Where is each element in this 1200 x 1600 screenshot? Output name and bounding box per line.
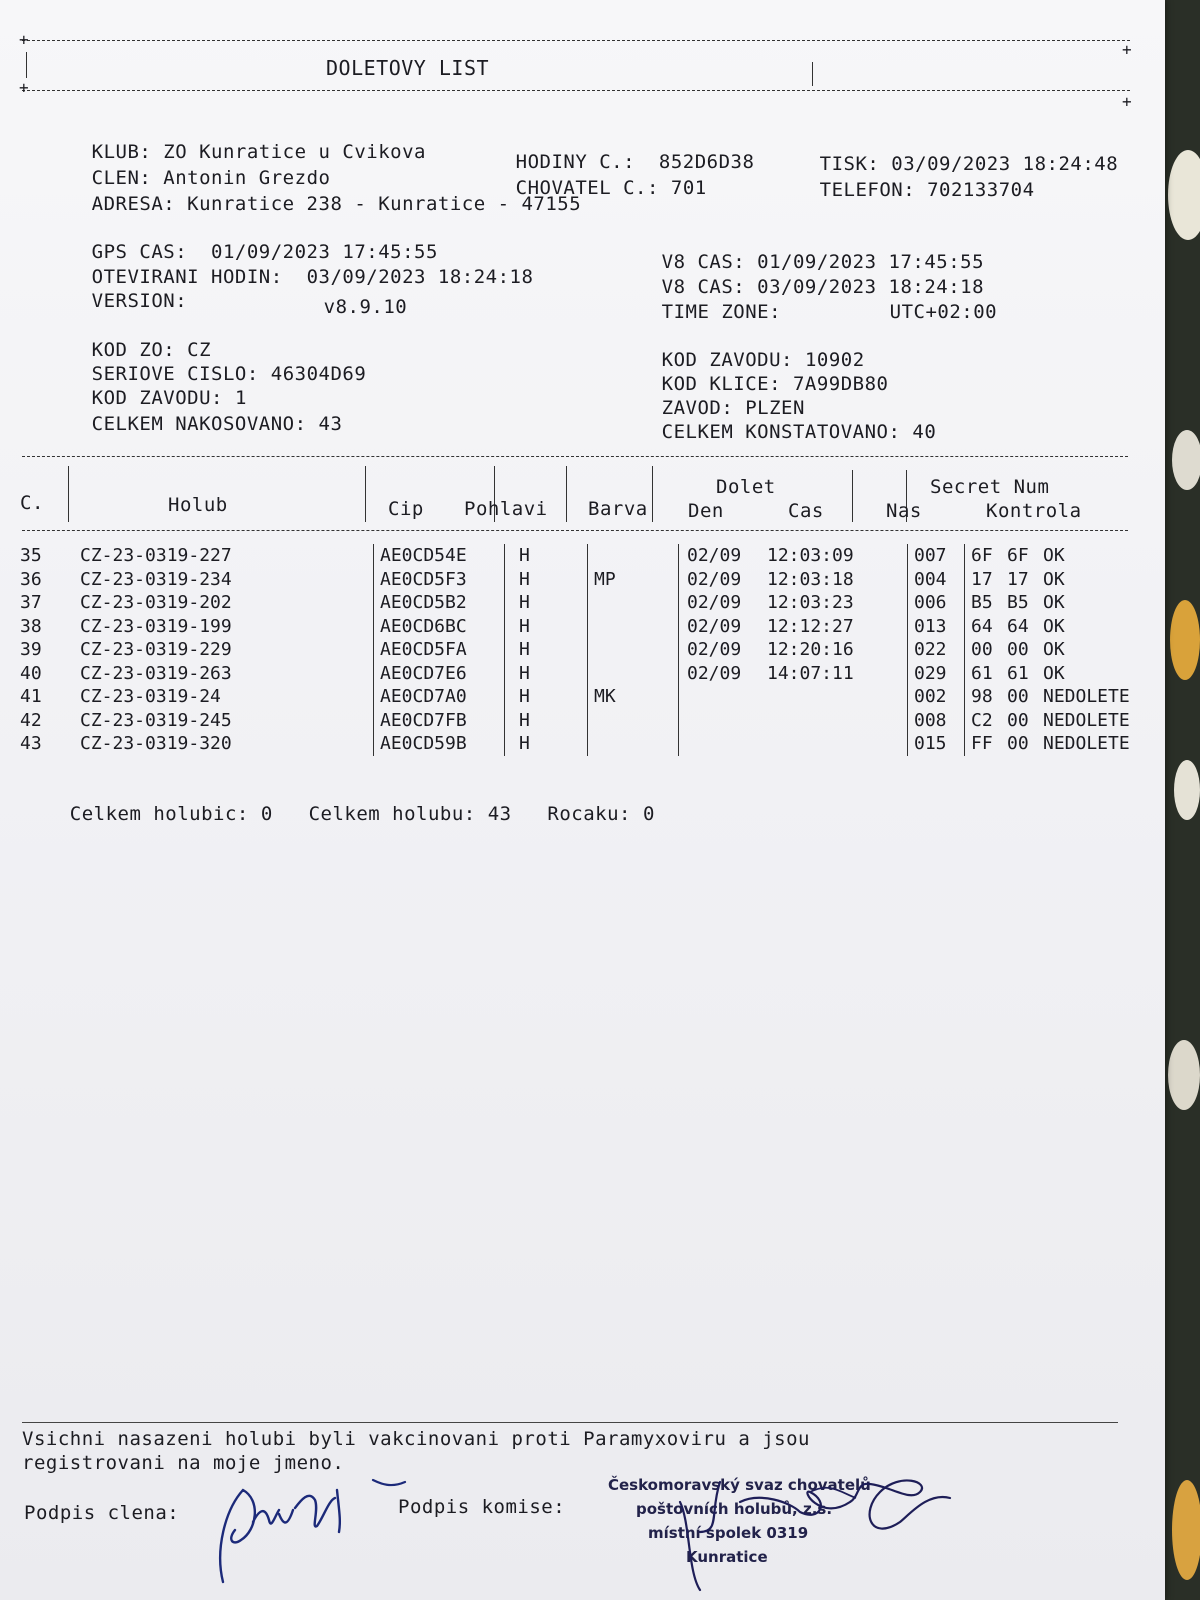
cell-secret-2: 61: [1007, 662, 1029, 684]
cell-nas: 007: [908, 544, 965, 568]
stamp-line-3: místní spolek 0319: [648, 1524, 809, 1542]
cell-check-status: OK: [1043, 615, 1065, 637]
cell-color: [588, 638, 679, 662]
cell-arrival-time: 12:03:18: [759, 568, 908, 592]
col-header-dolet: Dolet: [716, 476, 776, 498]
cell-arrival-date: 02/09: [687, 568, 742, 590]
vaccination-statement-line1: Vsichni nasazeni holubi byli vakcinovani proti Paramyxoviru a jsou: [22, 1428, 810, 1450]
col-header-kontrola: Kontrola: [986, 500, 1082, 522]
stamp-line-1: Českomoravský svaz chovatelů: [608, 1476, 871, 1494]
cell-nas: 004: [908, 568, 965, 592]
table-row: [20, 685, 1153, 709]
cell-row-number: 41: [20, 686, 42, 707]
version-label: VERSION:: [91, 290, 188, 312]
total-holubic-label: Celkem holubic:: [69, 803, 249, 825]
cell-ring-number: CZ-23-0319-263: [72, 662, 374, 686]
adresa-label: ADRESA:: [91, 193, 176, 215]
stamp-line-4: Kunratice: [686, 1548, 768, 1566]
cell-sex: H: [505, 615, 588, 639]
cell-secret-1: C2: [971, 709, 993, 731]
cell-nas: 008: [908, 709, 965, 733]
cell-arrival-date: 02/09: [687, 639, 742, 660]
cell-row-number: 36: [20, 568, 42, 590]
nakosovano-label: CELKEM NAKOSOVANO:: [91, 413, 307, 435]
cell-arrival-time: 12:12:27: [759, 615, 908, 639]
telefon-label: TELEFON:: [819, 179, 916, 201]
cell-sex: H: [505, 662, 588, 686]
cell-check-status: OK: [1043, 568, 1065, 590]
cell-nas: 022: [908, 638, 965, 662]
tisk-value: 03/09/2023 18:24:48: [891, 153, 1119, 175]
cell-nas: 002: [908, 685, 965, 709]
printed-sheet: + + DOLETOVY LIST + + KLUB: ZO Kunratice u Cvikova HODINY C.: 852D6D38 TISK: 03/09/2023 18:24:48 CLEN: Antonin Grezdo CHOVATEL C.: 701 TELEFON: 702133704 ADRESA: Kunratice 238 - Kunratice - 47155 GPS CAS: 01/09/2023 17:45:55 OTEVIRANI HODIN: 03/09/2023 18:24:18 VERSION: v8.9.10 V8 CAS: 01/09/2023 17:45:55 V8 CAS: 03/09/2023 18:24:18 TIME ZONE: UTC+02:00 KOD ZO: CZ SERIOVE CISLO: 46304D69 KOD ZAVODU: 1 CELKEM NAKOSOVANO: 43 KOD ZAVODU: 10902 KOD KLICE: 7A99DB80 ZAVOD: PLZEN CELKEM KONSTATOVANO: 40 C. Holub Cip Pohlavi Barva Dolet Den Cas Nas Secret Num Kontrola 35 CZ-23-0319-227 AE0CD54E H 02/09 12:03:09 007 6F 6F OK 36 CZ-23-0319-234 AE0CD5F3 H MP 02/09 12:03:18 004 17 17 OK 37 CZ-23-0319-202 AE0CD5B2 H 02/09 12:03:23 006 B5 B5 OK 38 CZ-23-0319-199 AE0CD6BC H 02/09 12:12:27 013 64 64 OK 39 CZ-23-0319-229 AE0CD5FA H 02/09 12:20:16 022 00 00 OK 40 CZ-23-0319-263 AE0CD7E6 H 02/09 14:07:11 029 61 61 OK 41 CZ-23-0319-24 AE0CD7A0 H MK 002 98 00 NEDOLETE 42 CZ-23-0319-245 AE0CD7FB H 008 C2 00 NEDOLETE 43 CZ-23-0319-320 AE0CD59B H 015 FF 00 NEDOLETE Celkem holubic: 0 Celkem holubu: 43 Rocaku: 0 Vsichni nasazeni holubi byli vakcinovani proti Paramyxoviru a jsou registrovani na moje jmeno. Podpis clena: Podpis komise: Českomoravský svaz chovatelů poštovních holubů, z.s. místní spolek 0319 Kunratice: [0, 0, 1165, 1600]
adresa-value: Kunratice 238 - Kunratice - 47155: [187, 193, 582, 215]
rocaku-value: 0: [642, 803, 655, 825]
cell-arrival-date: [679, 685, 760, 709]
cell-sex: H: [505, 568, 588, 592]
committee-signature: [660, 1462, 980, 1592]
cell-sex: H: [505, 709, 588, 733]
cell-check-status: OK: [1043, 639, 1065, 660]
seriove-value: 46304D69: [270, 363, 367, 385]
cell-chip-id: AE0CD59B: [374, 732, 505, 756]
total-holubu-label: Celkem holubu:: [308, 803, 476, 825]
cell-arrival-time: [759, 685, 908, 709]
gps-value: 01/09/2023 17:45:55: [211, 241, 438, 263]
cell-arrival-date: 02/09: [687, 545, 742, 566]
total-holubu-value: 43: [487, 803, 512, 825]
cell-row-number: 38: [20, 615, 42, 637]
cell-sex: H: [505, 732, 588, 756]
cell-secret-1: 6F: [971, 545, 993, 566]
table-row: [20, 544, 1153, 568]
cell-chip-id: AE0CD5FA: [374, 638, 505, 662]
cell-secret-1: 00: [971, 639, 993, 660]
cell-secret-1: 64: [971, 615, 993, 637]
cell-ring-number: CZ-23-0319-234: [72, 568, 374, 592]
cell-row-number: 43: [20, 733, 42, 754]
col-header-cas: Cas: [788, 500, 824, 522]
vaccination-statement-line2: registrovani na moje jmeno.: [22, 1452, 345, 1474]
cell-secret-2: 17: [1007, 568, 1029, 590]
cell-chip-id: AE0CD6BC: [374, 615, 505, 639]
cell-arrival-time: 14:07:11: [759, 662, 908, 686]
cell-nas: 015: [908, 732, 965, 756]
cell-nas: 029: [908, 662, 965, 686]
cell-chip-id: AE0CD5F3: [374, 568, 505, 592]
hodiny-value: 852D6D38: [658, 151, 755, 173]
committee-signature-label: Podpis komise:: [398, 1496, 566, 1518]
cell-arrival-date: 02/09: [687, 662, 742, 684]
cell-check-status: NEDOLETE: [1043, 733, 1130, 754]
kod-zavodu2-label: KOD ZAVODU:: [661, 349, 793, 371]
cell-color: MP: [588, 568, 679, 592]
cell-row-number: 42: [20, 709, 42, 731]
cell-chip-id: AE0CD5B2: [374, 591, 505, 615]
cell-row-number: 39: [20, 639, 42, 660]
cell-color: [588, 709, 679, 733]
cell-secret-2: 00: [1007, 733, 1029, 754]
cell-ring-number: CZ-23-0319-320: [72, 732, 374, 756]
totals-line: [22, 786, 655, 843]
cell-ring-number: CZ-23-0319-229: [72, 638, 374, 662]
tisk-label: TISK:: [819, 153, 880, 175]
cell-secret-1: 61: [971, 662, 993, 684]
cell-color: MK: [588, 685, 679, 709]
cell-sex: H: [505, 638, 588, 662]
rocaku-label: Rocaku:: [547, 803, 631, 825]
gps-label: GPS CAS:: [91, 241, 188, 263]
cell-secret-2: 6F: [1007, 545, 1029, 566]
cell-arrival-time: 12:20:16: [759, 638, 908, 662]
table-row: [20, 591, 1153, 615]
cell-ring-number: CZ-23-0319-199: [72, 615, 374, 639]
cell-chip-id: AE0CD7A0: [374, 685, 505, 709]
page-title: DOLETOVY LIST: [326, 56, 490, 80]
cell-chip-id: AE0CD54E: [374, 544, 505, 568]
timezone-value: UTC+02:00: [889, 301, 998, 323]
cell-ring-number: CZ-23-0319-245: [72, 709, 374, 733]
table-row: [20, 568, 1153, 592]
kod-zo-value: CZ: [187, 339, 212, 361]
pigeon-table: [20, 544, 1154, 756]
kod-klice-value: 7A99DB80: [792, 373, 889, 395]
v8-value-1: 01/09/2023 17:45:55: [757, 251, 985, 273]
cell-secret-1: 17: [971, 568, 993, 590]
cell-secret-2: B5: [1007, 592, 1029, 613]
cell-nas: 013: [908, 615, 965, 639]
col-header-secret-num: Secret Num: [930, 476, 1050, 498]
cell-secret-2: 00: [1007, 686, 1029, 707]
cell-check-status: OK: [1043, 545, 1065, 566]
cell-secret-1: FF: [971, 733, 993, 754]
stamp-line-2: poštovních holubů, z.s.: [636, 1500, 833, 1518]
konstatovano-label: CELKEM KONSTATOVANO:: [661, 421, 901, 443]
cell-ring-number: CZ-23-0319-227: [72, 544, 374, 568]
chovatel-label: CHOVATEL C.:: [515, 177, 659, 199]
cell-arrival-time: 12:03:09: [759, 544, 908, 568]
cell-row-number: 40: [20, 662, 42, 684]
klub-label: KLUB:: [91, 141, 152, 163]
cell-sex: H: [505, 685, 588, 709]
cell-row-number: 37: [20, 592, 42, 613]
clen-value: Antonin Grezdo: [163, 167, 331, 189]
cell-secret-2: 64: [1007, 615, 1029, 637]
cell-arrival-date: [679, 709, 760, 733]
col-header-den: Den: [688, 500, 724, 522]
konstatovano-value: 40: [912, 421, 937, 443]
cell-chip-id: AE0CD7E6: [374, 662, 505, 686]
cell-ring-number: CZ-23-0319-24: [72, 685, 374, 709]
col-header-no: C.: [20, 492, 44, 514]
cell-secret-2: 00: [1007, 709, 1029, 731]
cell-color: [588, 662, 679, 686]
cell-secret-1: 98: [971, 686, 993, 707]
total-holubic-value: 0: [260, 803, 273, 825]
seriove-label: SERIOVE CISLO:: [91, 363, 259, 385]
cell-arrival-date: 02/09: [687, 592, 742, 613]
v8-value-2: 03/09/2023 18:24:18: [757, 276, 985, 298]
cell-arrival-date: 02/09: [687, 615, 742, 637]
cell-color: [588, 544, 679, 568]
v8-label-1: V8 CAS:: [661, 251, 746, 273]
table-row: [20, 732, 1153, 756]
cell-check-status: OK: [1043, 592, 1065, 613]
hodiny-label: HODINY C.:: [515, 151, 636, 173]
cell-color: [588, 732, 679, 756]
zavod-label: ZAVOD:: [661, 397, 734, 419]
otevirani-label: OTEVIRANI HODIN:: [91, 266, 283, 288]
cell-nas: 006: [908, 591, 965, 615]
cell-sex: H: [505, 544, 588, 568]
cell-row-number: 35: [20, 545, 42, 566]
timezone-label: TIME ZONE:: [661, 301, 782, 323]
zavod-value: PLZEN: [745, 397, 805, 419]
cell-check-status: NEDOLETE: [1043, 709, 1130, 731]
kod-klice-label: KOD KLICE:: [661, 373, 782, 395]
telefon-value: 702133704: [927, 179, 1035, 201]
cell-arrival-time: [759, 709, 908, 733]
cell-secret-2: 00: [1007, 639, 1029, 660]
table-row: [20, 709, 1153, 733]
col-header-pohlavi: Pohlavi: [464, 498, 548, 520]
member-signature-label: Podpis clena:: [24, 1502, 180, 1524]
cell-check-status: NEDOLETE: [1043, 686, 1130, 707]
table-row: [20, 615, 1153, 639]
chovatel-value: 701: [670, 177, 707, 199]
cell-arrival-time: [759, 732, 908, 756]
col-header-cip: Cip: [388, 498, 424, 520]
cell-chip-id: AE0CD7FB: [374, 709, 505, 733]
col-header-holub: Holub: [168, 494, 228, 516]
cell-arrival-time: 12:03:23: [759, 591, 908, 615]
clen-label: CLEN:: [91, 167, 152, 189]
otevirani-value: 03/09/2023 18:24:18: [306, 266, 534, 288]
nakosovano-value: 43: [318, 413, 343, 435]
v8-label-2: V8 CAS:: [661, 276, 746, 298]
kod-zavodu-label: KOD ZAVODU:: [91, 387, 223, 409]
table-row: [20, 638, 1153, 662]
kod-zavodu-value: 1: [234, 387, 247, 409]
cell-secret-1: B5: [971, 592, 993, 613]
kod-zo-label: KOD ZO:: [91, 339, 176, 361]
col-header-nas: Nas: [886, 500, 922, 522]
cell-color: [588, 591, 679, 615]
cell-check-status: OK: [1043, 662, 1065, 684]
member-signature: [205, 1470, 415, 1595]
col-header-barva: Barva: [588, 498, 648, 520]
version-value: v8.9.10: [323, 296, 408, 318]
table-row: [20, 662, 1153, 686]
kod-zavodu2-value: 10902: [804, 349, 865, 371]
cell-arrival-date: [679, 732, 760, 756]
cell-sex: H: [505, 591, 588, 615]
cell-ring-number: CZ-23-0319-202: [72, 591, 374, 615]
klub-value: ZO Kunratice u Cvikova: [163, 141, 426, 163]
cell-color: [588, 615, 679, 639]
